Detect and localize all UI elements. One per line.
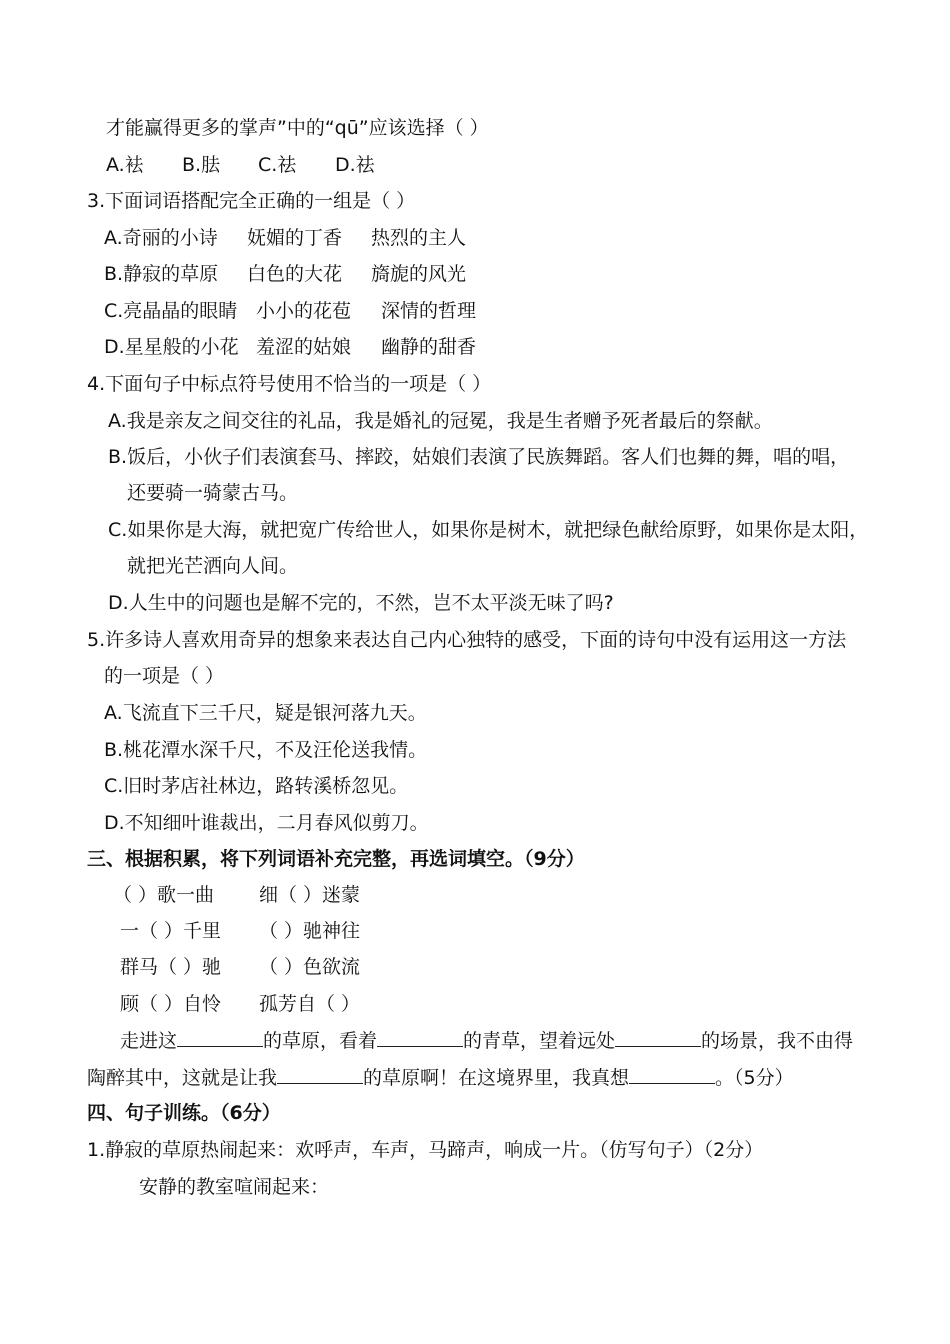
q3-option-b-1: B.静寂的草原	[104, 263, 219, 285]
q5-option-b: B.桃花潭水深千尺，不及汪伦送我情。	[104, 739, 428, 761]
fill-paragraph-line-2	[87, 1065, 794, 1090]
q3-option-b-2: 白色的大花	[247, 263, 343, 285]
section-3-title: 三、根据积累，将下列词语补充完整，再选词填空。（9分）	[87, 848, 585, 870]
fill-text: 走进这	[120, 1030, 178, 1052]
fill-blank-4[interactable]	[277, 1065, 363, 1084]
q4-option-d: D.人生中的问题也是解不完的，不然，岂不太平淡无味了吗?	[108, 592, 614, 614]
fill-blank-3[interactable]	[615, 1028, 701, 1047]
q3-option-b-3: 旖旎的风光	[371, 263, 467, 285]
q3-option-c-1: C.亮晶晶的眼睛	[104, 300, 238, 322]
q3-option-d-3: 幽静的甜香	[381, 336, 477, 358]
fill-paragraph-line-1	[120, 1028, 853, 1053]
idiom-3: 一（ ）千里	[120, 920, 222, 942]
q2-option-b: B.胠	[182, 154, 221, 176]
q5-option-c: C.旧时茅店社林边，路转溪桥忽见。	[104, 775, 409, 797]
q3-option-a-2: 妩媚的丁香	[247, 227, 343, 249]
q5-stem-cont: 的一项是（ ）	[104, 665, 225, 687]
idiom-7: 顾（ ）自怜	[120, 993, 222, 1015]
q4-option-b: B.饭后，小伙子们表演套马、摔跤，姑娘们表演了民族舞蹈。客人们也舞的舞，唱的唱，	[108, 446, 850, 468]
idiom-5: 群马（ ）驰	[120, 956, 222, 978]
fill-blank-5[interactable]	[629, 1065, 715, 1084]
q3-option-a-1: A.奇丽的小诗	[104, 227, 218, 249]
q2-stem-end: 才能赢得更多的掌声”中的“qū”应该选择（ ）	[106, 117, 489, 139]
q4-option-c: C.如果你是大海，就把宽广传给世人，如果你是树木，就把绿色献给原野，如果你是太阳，	[108, 519, 869, 541]
q4-option-b-cont: 还要骑一骑蒙古马。	[127, 482, 299, 504]
q2-option-c: C.祛	[258, 154, 297, 176]
section-4-q1: 1.静寂的草原热闹起来：欢呼声，车声，马蹄声，响成一片。（仿写句子）（2分）	[87, 1139, 764, 1161]
q5-stem: 5.许多诗人喜欢用奇异的想象来表达自己内心独特的感受，下面的诗句中没有运用这一方法	[87, 629, 847, 651]
q2-option-a: A.袪	[106, 154, 144, 176]
fill-text: 的草原，看着	[263, 1030, 378, 1052]
q3-stem: 3.下面词语搭配完全正确的一组是（ ）	[87, 190, 416, 212]
section-4-title: 四、句子训练。（6分）	[87, 1102, 281, 1124]
idiom-2: 细（ ）迷蒙	[259, 884, 361, 906]
fill-text: 。（5分）	[715, 1067, 794, 1089]
idiom-6: （ ）色欲流	[259, 956, 361, 978]
q3-option-d-2: 羞涩的姑娘	[256, 336, 352, 358]
q5-option-d: D.不知细叶谁裁出，二月春风似剪刀。	[104, 812, 429, 834]
idiom-1: （ ）歌一曲	[113, 884, 215, 906]
fill-text: 陶醉其中，这就是让我	[87, 1067, 278, 1089]
fill-text: 的草原啊！在这境界里，我真想	[363, 1067, 630, 1089]
q3-option-c-3: 深情的哲理	[381, 300, 477, 322]
q2-option-d: D.祛	[335, 154, 375, 176]
q4-option-a: A.我是亲友之间交往的礼品，我是婚礼的冠冕，我是生者赠予死者最后的祭献。	[108, 410, 773, 432]
q3-option-a-3: 热烈的主人	[371, 227, 467, 249]
fill-blank-1[interactable]	[177, 1028, 263, 1047]
fill-blank-2[interactable]	[377, 1028, 463, 1047]
idiom-4: （ ）驰神往	[259, 920, 361, 942]
section-4-q1-prompt: 安静的教室喧闹起来：	[139, 1176, 330, 1198]
idiom-8: 孤芳自（ ）	[259, 993, 361, 1015]
fill-text: 的场景，我不由得	[701, 1030, 854, 1052]
fill-text: 的青草，望着远处	[463, 1030, 616, 1052]
q3-option-c-2: 小小的花苞	[256, 300, 352, 322]
q3-option-d-1: D.星星般的小花	[104, 336, 239, 358]
q4-stem: 4.下面句子中标点符号使用不恰当的一项是（ ）	[87, 373, 492, 395]
q5-option-a: A.飞流直下三千尺，疑是银河落九天。	[104, 702, 427, 724]
q4-option-c-cont: 就把光芒洒向人间。	[127, 555, 299, 577]
